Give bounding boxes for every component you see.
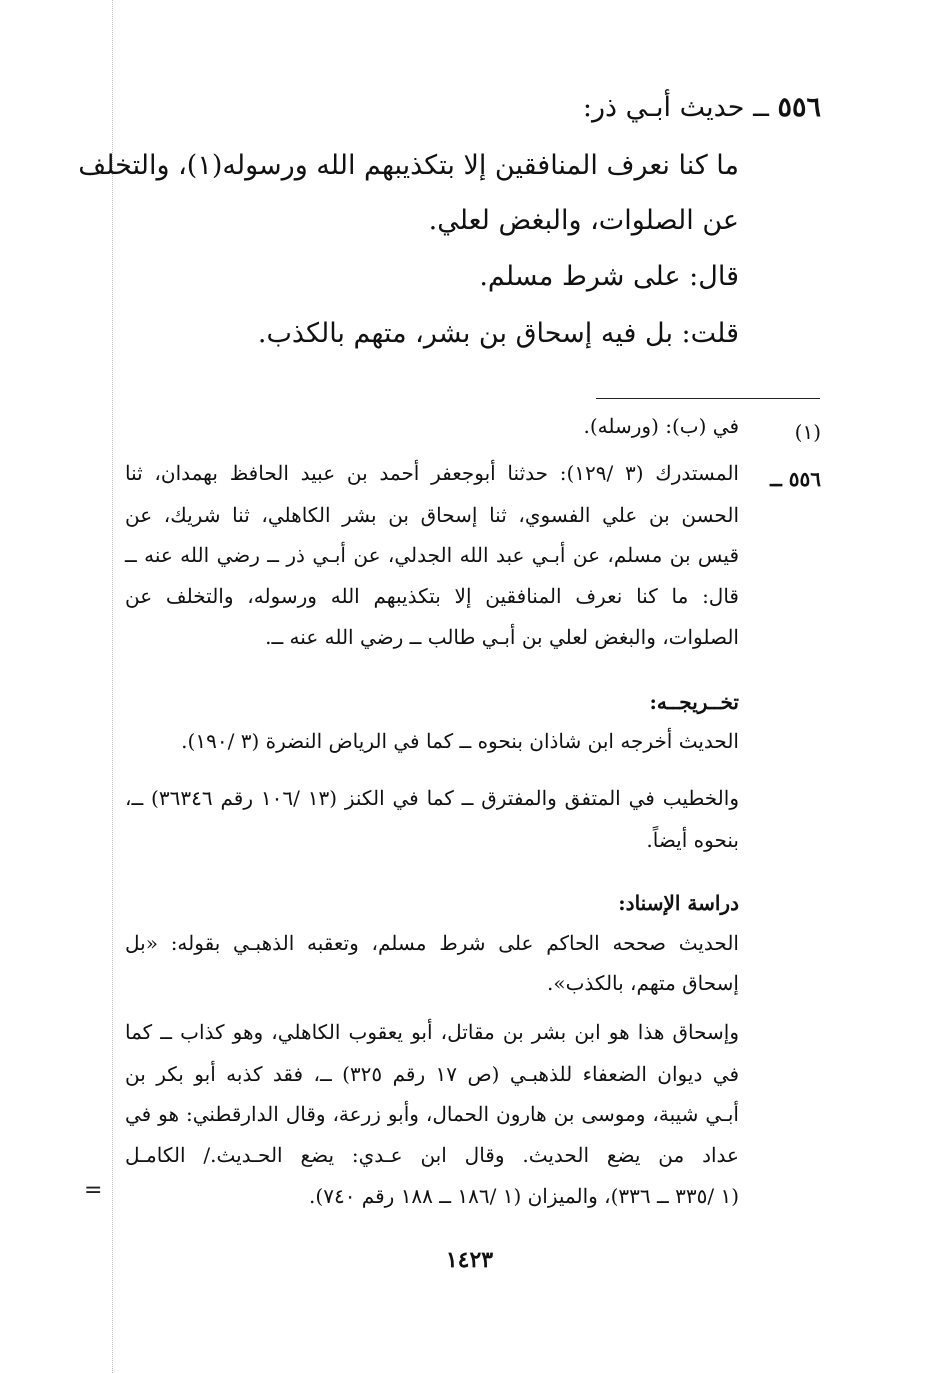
main-line-1: ما كنا نعرف المنافقين إلا بتكذيبهم الله ورسوله(١)، والتخلف <box>78 150 739 181</box>
source-note-number: ٥٥٦ ــ <box>770 467 821 491</box>
isnad-line-1: الحديث صححه الحاكم على شرط مسلم، وتعقبه الذهبـي بقوله: «بل <box>125 931 739 955</box>
gutter-dotted-line <box>112 0 113 1373</box>
source-line-5: الصلوات، والبغض لعلي بن أبـي طالب ــ رضي الله عنه ــ. <box>265 625 739 649</box>
main-line-4: قلت: بل فيه إسحاق بن بشر، متهم بالكذب. <box>257 318 739 349</box>
isnad-line-4: في ديوان الضعفاء للذهبـي (ص ١٧ رقم ٣٢٥) ــ، فقد كذبه أبو بكر بن <box>125 1062 740 1086</box>
isnad-line-3: وإسحاق هذا هو ابن بشر بن مقاتل، أبو يعقوب الكاهلي، وهو كذاب ــ كما <box>125 1020 739 1044</box>
continuation-mark: = <box>84 1178 103 1203</box>
isnad-line-2: إسحاق متهم، بالكذب». <box>546 971 739 995</box>
hadith-heading <box>583 88 821 128</box>
isnad-heading: دراسة الإسناد: <box>618 891 739 915</box>
hadith-number: ٥٥٦ <box>777 92 821 123</box>
source-line-3: قيس بن مسلم، عن أبـي عبد الله الجدلي، عن أبـي ذر ــ رضي الله عنه ــ <box>125 543 739 567</box>
isnad-line-6: عداد من يضع الحديث. وقال ابن عـدي: يضع الحـديث./ الكامـل <box>125 1143 739 1167</box>
source-line-2: الحسن بن علي الفسوي، ثنا إسحاق بن بشر الكاهلي، ثنا شريك، عن <box>125 503 739 527</box>
source-line-1: المستدرك (٣ /١٢٩): حدثنا أبوجعفر أحمد بن عبيد الحافظ بهمدان، ثنا <box>125 461 739 485</box>
takhrij-line-3: بنحوه أيضاً. <box>646 828 739 852</box>
hadith-heading-text: ــ حديث أبـي ذر: <box>582 92 778 123</box>
source-line-4: قال: ما كنا نعرف المنافقين إلا بتكذيبهم الله ورسوله، والتخلف عن <box>125 584 739 608</box>
footnote-number: (١) <box>794 420 821 444</box>
takhrij-line-1: الحديث أخرجه ابن شاذان بنحوه ــ كما في الرياض النضرة (٣ /١٩٠). <box>181 729 739 753</box>
isnad-line-7: (١ /٣٣٥ ــ ٣٣٦)، والميزان (١ /١٨٦ ــ ١٨٨ رقم ٧٤٠). <box>309 1184 739 1208</box>
main-line-3: قال: على شرط مسلم. <box>479 261 739 292</box>
isnad-line-5: أبـي شيبة، وموسى بن هارون الحمال، وأبو زرعة، وقال الدارقطني: هو في <box>125 1102 739 1126</box>
footnote-separator <box>596 398 820 399</box>
main-line-2: عن الصلوات، والبغض لعلي. <box>428 205 739 236</box>
footnote-text: في (ب): (ورسله). <box>583 414 739 438</box>
takhrij-line-2: والخطيب في المتفق والمفترق ــ كما في الكنز (١٣ /١٠٦ رقم ٣٦٣٤٦) ــ، <box>125 786 739 810</box>
page-number: ١٤٢٣ <box>445 1247 494 1273</box>
takhrij-heading: تخــريجــه: <box>649 690 739 714</box>
